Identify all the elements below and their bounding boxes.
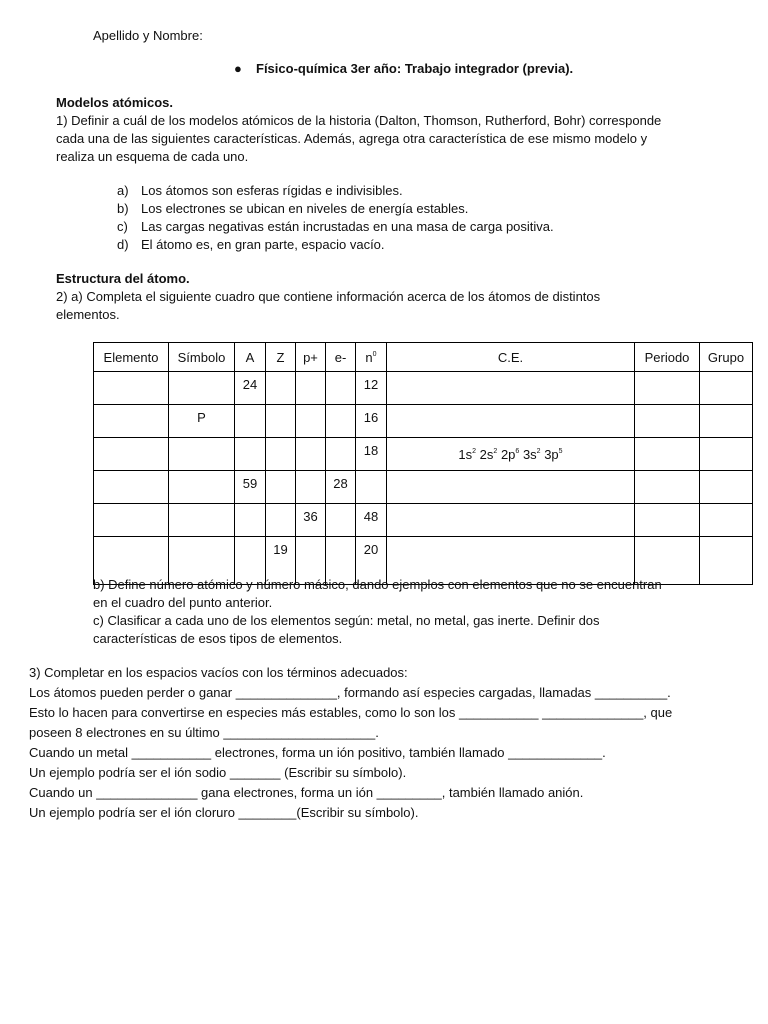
table-cell: 18 — [356, 438, 387, 471]
list-item-label: a) — [117, 183, 129, 198]
table-cell — [94, 471, 169, 504]
ce-base: 2s — [479, 446, 494, 462]
list-item — [117, 236, 554, 254]
fill-blank-line: Cuando un ______________ gana electrones, forma un ión _________, también llamado anión. — [29, 785, 584, 800]
header-cell: Periodo — [635, 343, 700, 372]
table-cell — [356, 471, 387, 504]
table-cell — [326, 438, 356, 471]
table-cell — [700, 471, 753, 504]
table-cell — [266, 504, 296, 537]
table-cell — [700, 537, 753, 585]
name-label: Apellido y Nombre: — [93, 28, 203, 43]
table-cell — [266, 471, 296, 504]
table-cell: 48 — [356, 504, 387, 537]
table-cell — [635, 372, 700, 405]
table-cell — [169, 372, 235, 405]
fill-blank-line: Cuando un metal ___________ electrones, forma un ión positivo, también llamado _____________. — [29, 745, 606, 760]
list-item-text: Las cargas negativas están incrustadas en una masa de carga positiva. — [141, 219, 554, 234]
ce-term — [544, 447, 562, 462]
table-cell — [169, 504, 235, 537]
fill-blank-line: Los átomos pueden perder o ganar ______________, formando así especies cargadas, llamadas __________. — [29, 685, 671, 700]
table-cell — [235, 405, 266, 438]
ce-sup: 2 — [536, 447, 541, 455]
ce-base: 3s — [522, 446, 537, 462]
followup-line: en el cuadro del punto anterior. — [93, 595, 273, 610]
list-item-text: Los átomos son esferas rígidas e indivisibles. — [141, 183, 403, 198]
page-title — [234, 60, 573, 78]
table-cell — [94, 438, 169, 471]
characteristics-list — [117, 182, 554, 254]
section-1-line: cada una de las siguientes características. Además, agrega otra característica de ese mismo modelo y — [56, 131, 648, 146]
table-cell — [169, 438, 235, 471]
table-cell — [94, 504, 169, 537]
header-cell: e- — [326, 343, 356, 372]
section-2-line: elementos. — [56, 307, 120, 322]
section-1 — [56, 94, 661, 166]
table-cell: 12 — [356, 372, 387, 405]
section-2-heading: Estructura del átomo. — [56, 271, 190, 286]
table-cell — [94, 372, 169, 405]
table-row — [94, 438, 753, 471]
section-2-followup — [93, 576, 662, 648]
table-cell: 28 — [326, 471, 356, 504]
table-cell — [266, 405, 296, 438]
list-item — [117, 200, 554, 218]
table-cell — [700, 405, 753, 438]
table-cell — [387, 372, 635, 405]
ce-base: 2p — [500, 446, 516, 462]
table-cell — [296, 471, 326, 504]
table-cell — [326, 372, 356, 405]
table-cell: 16 — [356, 405, 387, 438]
ce-sup: 6 — [515, 447, 520, 455]
ce-base: 1s — [458, 446, 473, 462]
fill-blank-line: 3) Completar en los espacios vacíos con los términos adecuados: — [29, 665, 408, 680]
table-row — [94, 405, 753, 438]
list-item-label: b) — [117, 201, 129, 216]
ce-term — [458, 447, 476, 462]
list-item — [117, 182, 554, 200]
table-cell — [635, 471, 700, 504]
table-cell — [296, 405, 326, 438]
section-3 — [29, 663, 672, 823]
table-cell: 36 — [296, 504, 326, 537]
section-1-line: 1) Definir a cuál de los modelos atómicos de la historia (Dalton, Thomson, Rutherford, Bohr) corresponde — [56, 113, 662, 128]
fill-blank-line: poseen 8 electrones en su último _____________________. — [29, 725, 379, 740]
header-cell — [356, 343, 387, 372]
table-cell: 19 — [266, 537, 296, 585]
table-cell — [296, 438, 326, 471]
list-item-text: El átomo es, en gran parte, espacio vacío. — [141, 237, 385, 252]
section-1-heading: Modelos atómicos. — [56, 95, 174, 110]
table-cell — [635, 504, 700, 537]
table-cell — [700, 372, 753, 405]
section-1-line: realiza un esquema de cada uno. — [56, 149, 249, 164]
table-cell — [235, 438, 266, 471]
table-row — [94, 504, 753, 537]
ce-base: 3p — [544, 446, 559, 462]
fill-blank-line: Un ejemplo podría ser el ión sodio _______ (Escribir su símbolo). — [29, 765, 407, 780]
header-cell: Elemento — [94, 343, 169, 372]
header-cell: Z — [266, 343, 296, 372]
header-n-text: n — [365, 349, 373, 365]
fill-blank-line: Esto lo hacen para convertirse en especies más estables, como lo son los ___________ ______________, que — [29, 705, 673, 720]
table-cell — [387, 405, 635, 438]
table-header-row — [94, 343, 753, 372]
atoms-table — [93, 342, 753, 585]
table-cell: 20 — [356, 537, 387, 585]
table-cell — [326, 405, 356, 438]
list-item — [117, 218, 554, 236]
section-2 — [56, 270, 600, 324]
table-cell — [94, 405, 169, 438]
table-cell: P — [169, 405, 235, 438]
header-cell: Grupo — [700, 343, 753, 372]
page-title-text: Físico-química 3er año: Trabajo integrador (previa). — [256, 61, 574, 76]
ce-term — [523, 447, 541, 462]
section-2-line: 2) a) Completa el siguiente cuadro que contiene información acerca de los átomos de distintos — [56, 289, 601, 304]
followup-line: c) Clasificar a cada uno de los elementos según: metal, no metal, gas inerte. Definir dos — [93, 613, 600, 628]
table-cell — [235, 504, 266, 537]
electron-configuration-cell — [387, 438, 635, 471]
list-item-text: Los electrones se ubican en niveles de energía estables. — [141, 201, 469, 216]
table-cell — [169, 471, 235, 504]
header-n-sup: 0 — [372, 350, 377, 358]
table-cell — [387, 471, 635, 504]
table-cell — [387, 504, 635, 537]
fill-blank-line: Un ejemplo podría ser el ión cloruro ________(Escribir su símbolo). — [29, 805, 419, 820]
table-cell — [635, 405, 700, 438]
list-item-label: d) — [117, 237, 129, 252]
table-cell — [700, 504, 753, 537]
header-cell: A — [235, 343, 266, 372]
list-item-label: c) — [117, 219, 128, 234]
ce-sup: 2 — [493, 447, 498, 455]
bullet-icon: ● — [234, 61, 242, 76]
ce-term — [480, 447, 498, 462]
table-cell — [326, 504, 356, 537]
table-cell — [266, 438, 296, 471]
header-cell: C.E. — [387, 343, 635, 372]
header-cell: Símbolo — [169, 343, 235, 372]
table-row — [94, 471, 753, 504]
header-cell: p+ — [296, 343, 326, 372]
table-cell: 24 — [235, 372, 266, 405]
table-cell — [635, 438, 700, 471]
ce-term — [501, 447, 519, 462]
table-cell — [700, 438, 753, 471]
followup-line: características de esos tipos de elementos. — [93, 631, 343, 646]
ce-sup: 5 — [558, 447, 563, 455]
table-cell — [296, 372, 326, 405]
table-cell — [266, 372, 296, 405]
table-cell: 59 — [235, 471, 266, 504]
ce-sup: 2 — [472, 447, 477, 455]
followup-line: b) Define número atómico y número másico, dando ejemplos con elementos que no se encuentran — [93, 577, 662, 592]
table-row — [94, 372, 753, 405]
